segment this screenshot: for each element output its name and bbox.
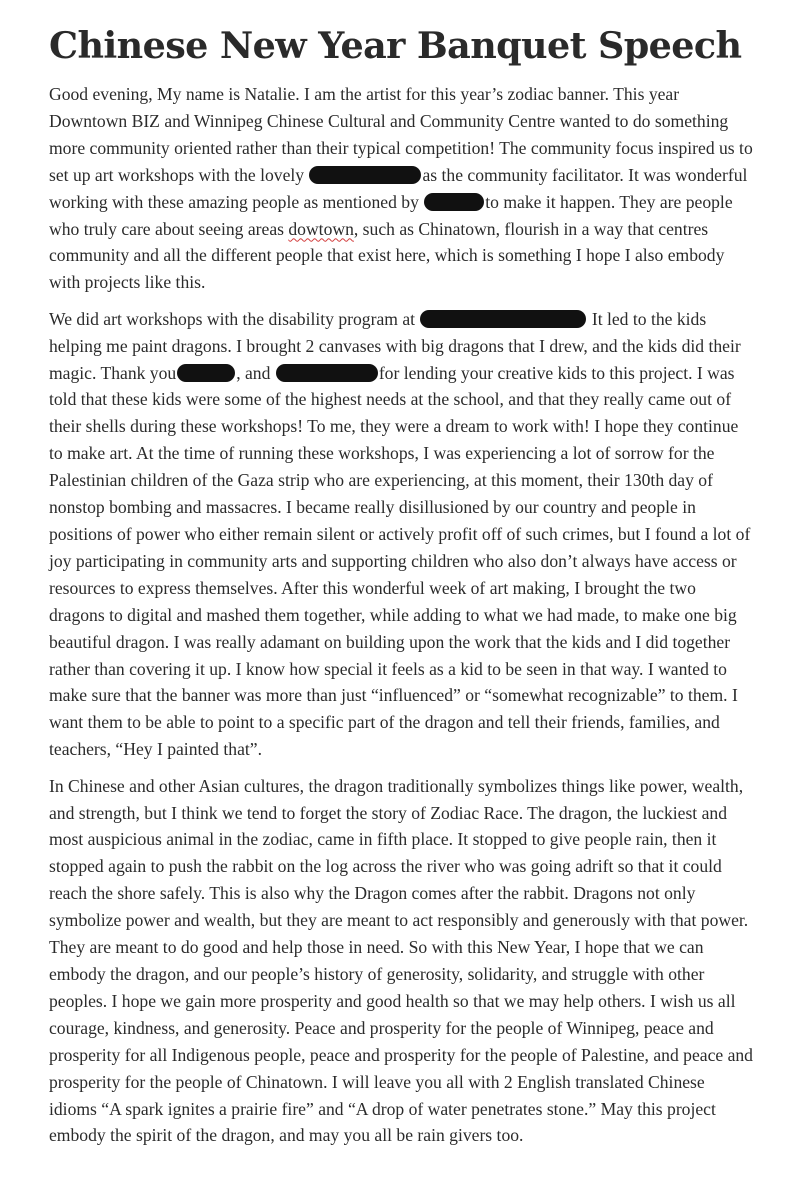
paragraph-1-text-a: Good evening, My name is Natalie. I am the artist for this year’s zodiac banner. This year Downtown BIZ and Winnipeg Chinese Cultural and Community Centre wanted to do something more community oriented rather than their typical competition! The community focus inspired us to set up art workshops with the lovely — [49, 84, 753, 185]
redaction-bar — [276, 364, 378, 382]
redaction-bar — [424, 193, 484, 211]
paragraph-1-text-c: to make it happen. They are people who truly care about seeing areas — [49, 191, 733, 239]
paragraph-2 — [49, 306, 755, 763]
paragraph-2-text-c: , and — [236, 362, 275, 383]
paragraph-1-text-d: , such as Chinatown, flourish in a way that centres community and all the different people that exist here, which is something I hope I also embody with projects like this. — [49, 218, 725, 293]
paragraph-3: In Chinese and other Asian cultures, the dragon traditionally symbolizes things like power, wealth, and strength, but I think we tend to forget the story of Zodiac Race. The dragon, the luckiest and most auspicious animal in the zodiac, came in fifth place. It stopped to give people rain, then it stopped again to push the rabbit on the log across the river who was going adrift so that it could reach the shore safely. This is also why the Dragon comes after the rabbit. Dragons not only symbolize power and wealth, but they are meant to act responsibly and generously with that power. They are meant to do good and help those in need. So with this New Year, I hope that we can embody the dragon, and our people’s history of generosity, solidarity, and struggle with other peoples. I hope we gain more prosperity and good health so that we may help others. I wish us all courage, kindness, and generosity. Peace and prosperity for the people of Winnipeg, peace and prosperity for all Indigenous people, peace and prosperity for the people of Palestine, and peace and prosperity for the people of Chinatown. I will leave you all with 2 English translated Chinese idioms “A spark ignites a prairie fire” and “A drop of water penetrates stone.” May this project embody the spirit of the dragon, and may you all be rain givers too. — [49, 775, 753, 1146]
document-page — [49, 22, 755, 1159]
page-title: Chinese New Year Banquet Speech — [49, 24, 742, 67]
paragraph-2-text-a: We did art workshops with the disability program at — [49, 308, 420, 329]
redaction-bar — [420, 310, 586, 328]
paragraph-2-text-b: It led to the kids helping me paint dragons. I brought 2 canvases with big dragons that I drew, and the kids did their magic. Thank you — [49, 308, 741, 383]
paragraph-2-text-d: for lending your creative kids to this project. I was told that these kids were some of the highest needs at the school, and that they really came out of their shells during these workshops! To me, they were a dream to work with! I hope they continue to make art. At the time of running these workshops, I was experiencing a lot of sorrow for the Palestinian children of the Gaza strip who are experiencing, at this moment, their 130th day of nonstop bombing and massacres. I became really disillusioned by our country and people in positions of power who either remain silent or actively profit off of such crimes, but I found a lot of joy participating in community arts and supporting children who also don’t always have access or resources to express themselves. After this wonderful week of art making, I brought the two dragons to digital and mashed them together, while adding to what we had made, to make one big beautiful dragon. I was really adamant on building upon the work that the kids and I did together rather than covering it up. I know how special it feels as a kid to be seen in that way. I wanted to make sure that the banner was more than just “influenced” or “somewhat recognizable” to them. I want them to be able to point to a specific part of the dragon and tell their friends, families, and teachers, “Hey I painted that”. — [49, 362, 751, 760]
redaction-bar — [177, 364, 235, 382]
paragraph-1-text-b: as the community facilitator. It was wonderful working with these amazing people as mentioned by — [49, 164, 748, 212]
paragraph-1 — [49, 81, 755, 296]
spellcheck-word: dowtown — [288, 218, 354, 239]
redaction-bar — [309, 166, 421, 184]
